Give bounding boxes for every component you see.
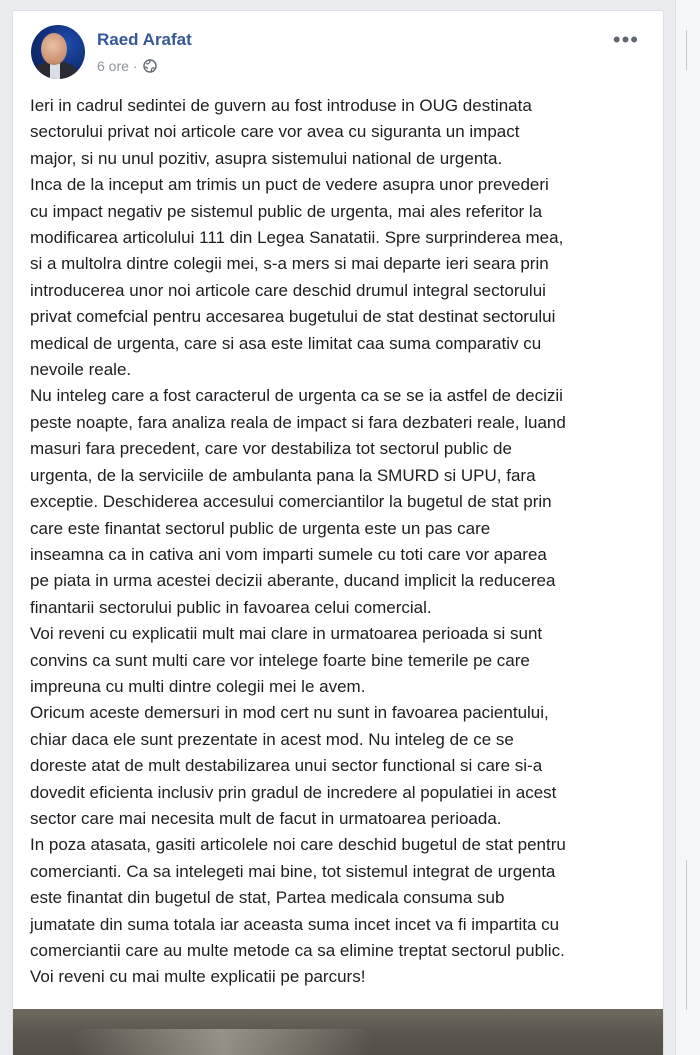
text-line: care este finantat sectorul public de urgenta este un pas care bbox=[30, 518, 491, 538]
author-name-link[interactable]: Raed Arafat bbox=[97, 30, 192, 49]
text-line: Voi reveni cu mai multe explicatii pe parcurs! bbox=[30, 967, 366, 987]
text-line: medical de urgenta, care si asa este limitat caa suma comparativ cu bbox=[30, 333, 542, 353]
text-line: modificarea articolului 111 din Legea Sanatatii. Spre surprinderea mea, bbox=[30, 228, 564, 248]
globe-icon[interactable] bbox=[143, 59, 157, 76]
text-line: cu impact negativ pe sistemul public de urgenta, mai ales referitor la bbox=[30, 201, 543, 221]
text-line: chiar daca ele sunt prezentate in acest mod. Nu inteleg de ce se bbox=[30, 729, 514, 749]
text-line: sector care mai necesita mult de facut in urmatoarea perioada. bbox=[30, 808, 502, 828]
text-line: Voi reveni cu explicatii mult mai clare in urmatoarea perioada si sunt bbox=[30, 624, 543, 644]
text-line: peste noapte, fara analiza reala de impact si fara dezbateri reale, luand bbox=[30, 412, 566, 432]
text-line: inseamna ca in cativa ani vom imparti sumele cu toti care vor aparea bbox=[30, 544, 547, 564]
page-scroll-strip bbox=[675, 0, 700, 1055]
text-line: Oricum aceste demersuri in mod cert nu sunt in favoarea pacientului, bbox=[30, 703, 549, 723]
more-options-icon[interactable]: ••• bbox=[612, 27, 639, 52]
text-line: pe piata in urma acestei decizii aberante, ducand implicit la reducerea bbox=[30, 571, 556, 591]
text-line: doreste atat de mult destabilizarea unui sector functional si care si-a bbox=[30, 756, 543, 776]
text-line: Nu inteleg care a fost caracterul de urgenta ca se se ia astfel de decizii bbox=[30, 386, 563, 406]
text-line: major, si nu unul pozitiv, asupra sistemului national de urgenta. bbox=[30, 148, 503, 168]
text-line: comerciantii care au multe metode ca sa elimine treptat sectorul public. bbox=[30, 941, 565, 960]
text-line: exceptie. Deschiderea accesului comerciantilor la bugetul de stat prin bbox=[30, 492, 552, 512]
text-line: Ieri in cadrul sedintei de guvern au fost introduse in OUG destinata bbox=[30, 96, 532, 115]
post-card bbox=[12, 10, 664, 1055]
text-line: In poza atasata, gasiti articolele noi care deschid bugetul de stat pentru bbox=[30, 835, 566, 855]
text-line: introducerea unor noi articole care deschid drumul integral sectorului bbox=[30, 280, 546, 300]
post-meta bbox=[97, 58, 157, 76]
text-line: privat comefcial pentru accesarea bugetului de stat destinat sectorului bbox=[30, 307, 556, 327]
text-line: impreuna cu multi dintre colegii mei le avem. bbox=[30, 676, 366, 696]
text-line: comercianti. Ca sa intelegeti mai bine, tot sistemul integrat de urgenta bbox=[30, 861, 556, 881]
text-line: finantarii sectorului public in favoarea celui comercial. bbox=[30, 597, 432, 617]
text-line: masuri fara precedent, care vor destabiliza tot sectorul public de bbox=[30, 439, 512, 459]
post-text bbox=[30, 93, 655, 991]
text-line: sectorului privat noi articole care vor avea cu siguranta un impact bbox=[30, 122, 520, 142]
post-header bbox=[31, 25, 651, 83]
text-line: urgenta, de la serviciile de ambulanta pana la SMURD si UPU, fara bbox=[30, 465, 536, 485]
post-timestamp[interactable]: 6 ore bbox=[97, 58, 129, 74]
author-avatar[interactable] bbox=[31, 25, 85, 79]
attached-photo[interactable] bbox=[13, 1009, 664, 1055]
text-line: dovedit eficienta inclusiv prin gradul de incredere al populatiei in acest bbox=[30, 782, 557, 802]
text-line: convins ca sunt multi care vor intelege foarte bine temerile pe care bbox=[30, 650, 530, 670]
text-line: jumatate din suma totala iar aceasta suma incet incet va fi impartita cu bbox=[30, 914, 560, 934]
text-line: Inca de la inceput am trimis un puct de vedere asupra unor prevederi bbox=[30, 175, 549, 195]
text-line: nevoile reale. bbox=[30, 360, 132, 380]
meta-separator: · bbox=[132, 58, 138, 74]
text-line: si a multolra dintre colegii mei, s-a mers si mai departe ieri seara prin bbox=[30, 254, 549, 274]
text-line: este finantat din bugetul de stat, Partea medicala consuma sub bbox=[30, 888, 505, 908]
